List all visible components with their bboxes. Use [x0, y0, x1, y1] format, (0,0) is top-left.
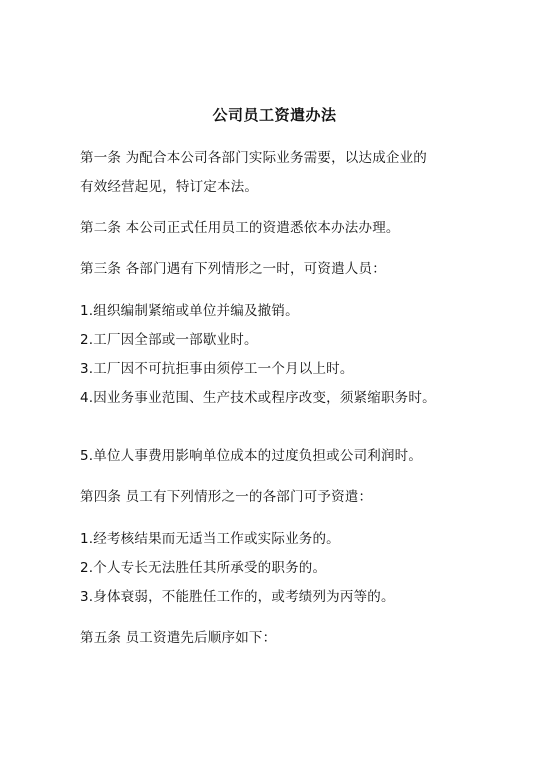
article-4-line: 第四条 员工有下列情形之一的各部门可予资遣： — [80, 489, 373, 505]
article-3-item-2: 2.工厂因全部或一部歇业时。 — [80, 332, 258, 348]
article-3-item-3: 3.工厂因不可抗拒事由须停工一个月以上时。 — [80, 361, 354, 377]
article-3-item-4: 4.因业务事业范围、生产技术或程序改变，须紧缩职务时。 — [80, 390, 436, 406]
document-title: 公司员工资遣办法 — [212, 106, 337, 124]
article-3-line: 第三条 各部门遇有下列情形之一时，可资遣人员： — [80, 261, 386, 277]
article-5-line: 第五条 员工资遣先后顺序如下： — [80, 630, 277, 646]
article-1-line-2: 有效经营起见，特订定本法。 — [80, 179, 259, 195]
article-3-item-5: 5.单位人事费用影响单位成本的过度负担或公司利润时。 — [80, 448, 423, 464]
article-4-item-3: 3.身体衰弱，不能胜任工作的，或考绩列为丙等的。 — [80, 589, 395, 605]
article-1-line-1: 第一条 为配合本公司各部门实际业务需要，以达成企业的 — [80, 150, 427, 166]
article-4-item-1: 1.经考核结果而无适当工作或实际业务的。 — [80, 531, 340, 547]
article-3-item-1: 1.组织编制紧缩或单位并编及撤销。 — [80, 303, 299, 319]
article-2-line: 第二条 本公司正式任用员工的资遣悉依本办法办理。 — [80, 220, 400, 236]
article-4-item-2: 2.个人专长无法胜任其所承受的职务的。 — [80, 560, 327, 576]
